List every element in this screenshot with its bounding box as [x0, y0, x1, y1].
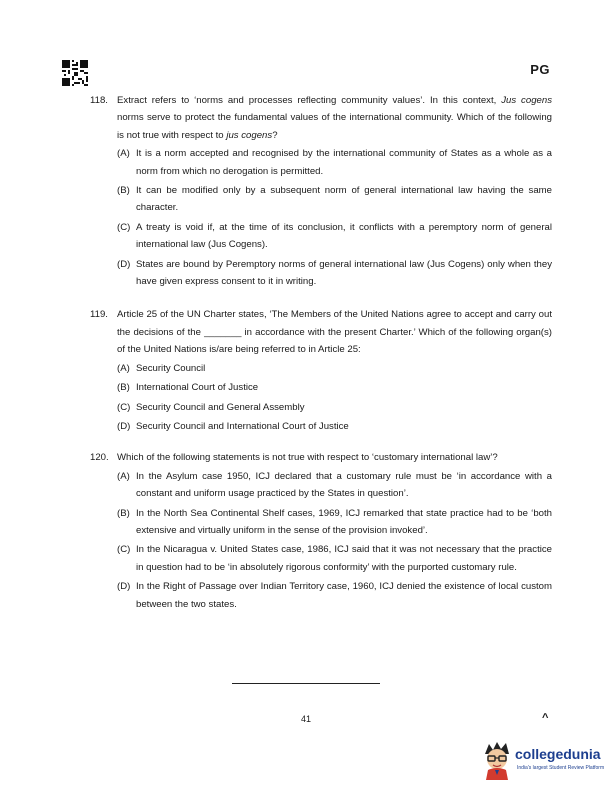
end-rule — [232, 683, 380, 684]
option: (B) International Court of Justice — [117, 382, 259, 394]
option: (B) It can be modified only by a subsequent norm of general international law having the same character. — [117, 185, 552, 214]
option: (D) In the Right of Passage over Indian Territory case, 1960, ICJ denied the existence of local custom between the two states. — [117, 581, 552, 610]
question-120 — [90, 449, 552, 466]
question-stem: Article 25 of the UN Charter states, ‘The Members of the United Nations agree to accept and carry out the decisions of the _______ in accordance with the present Charter.’ Which of the following organ(s) of the United Nations is/are being referred to in Article 25: — [117, 309, 552, 356]
options-120 — [117, 468, 552, 613]
option: (D) States are bound by Peremptory norms of general international law (Jus Cogens) only when they have given express consent to it in writing. — [117, 258, 552, 288]
option: (C) In the Nicaragua v. United States case, 1986, ICJ said that it was not necessary that the practice in question had to be ‘in absolutely rigorous conformity’ with the purported customary rule. — [117, 544, 552, 573]
question-list — [90, 92, 552, 615]
option: (A) In the Asylum case 1950, ICJ declared that a customary rule must be ‘in accordance with a constant and uniform usage practiced by the States in question’. — [117, 470, 552, 500]
question-stem: Which of the following statements is not true with respect to ‘customary international law’? — [117, 452, 498, 464]
question-number: 118. — [90, 95, 108, 106]
option: (B) In the North Sea Continental Shelf cases, 1969, ICJ remarked that state practice had to be ‘both extensive and virtually uniform in the sense of the provision invoked’. — [117, 507, 552, 536]
question-number: 119. — [90, 309, 108, 321]
brand-tagline: India's largest Student Review Platform — [517, 765, 605, 771]
option: (C) A treaty is void if, at the time of its conclusion, it conflicts with a peremptory norm of general international law (Jus Cogens). — [117, 221, 552, 251]
student-mascot-icon — [480, 740, 514, 780]
caret-mark: ^ — [542, 712, 549, 724]
option: (A) Security Council — [117, 362, 206, 374]
qr-code — [62, 60, 88, 86]
options-118 — [117, 145, 552, 290]
option: (C) Security Council and General Assembly — [117, 401, 305, 413]
page-number: 41 — [300, 714, 311, 724]
paper-code: PG — [530, 62, 550, 77]
question-118 — [90, 92, 552, 144]
question-stem: Extract refers to ‘norms and processes reflecting community values’. In this context, Jus cogens norms serve to protect the fundamental values of the international community. Which of the following is not true with respect to jus cogens? — [117, 95, 552, 141]
watermark-logo — [480, 738, 605, 782]
option: (A) It is a norm accepted and recognised by the international community of States as a whole as a norm from which no derogation is permitted. — [117, 148, 552, 177]
brand-name: collegedunia — [515, 746, 601, 762]
question-number: 120. — [90, 452, 109, 464]
option: (D) Security Council and International Court of Justice — [117, 420, 349, 432]
options-119 — [117, 360, 552, 436]
question-119 — [90, 306, 552, 358]
